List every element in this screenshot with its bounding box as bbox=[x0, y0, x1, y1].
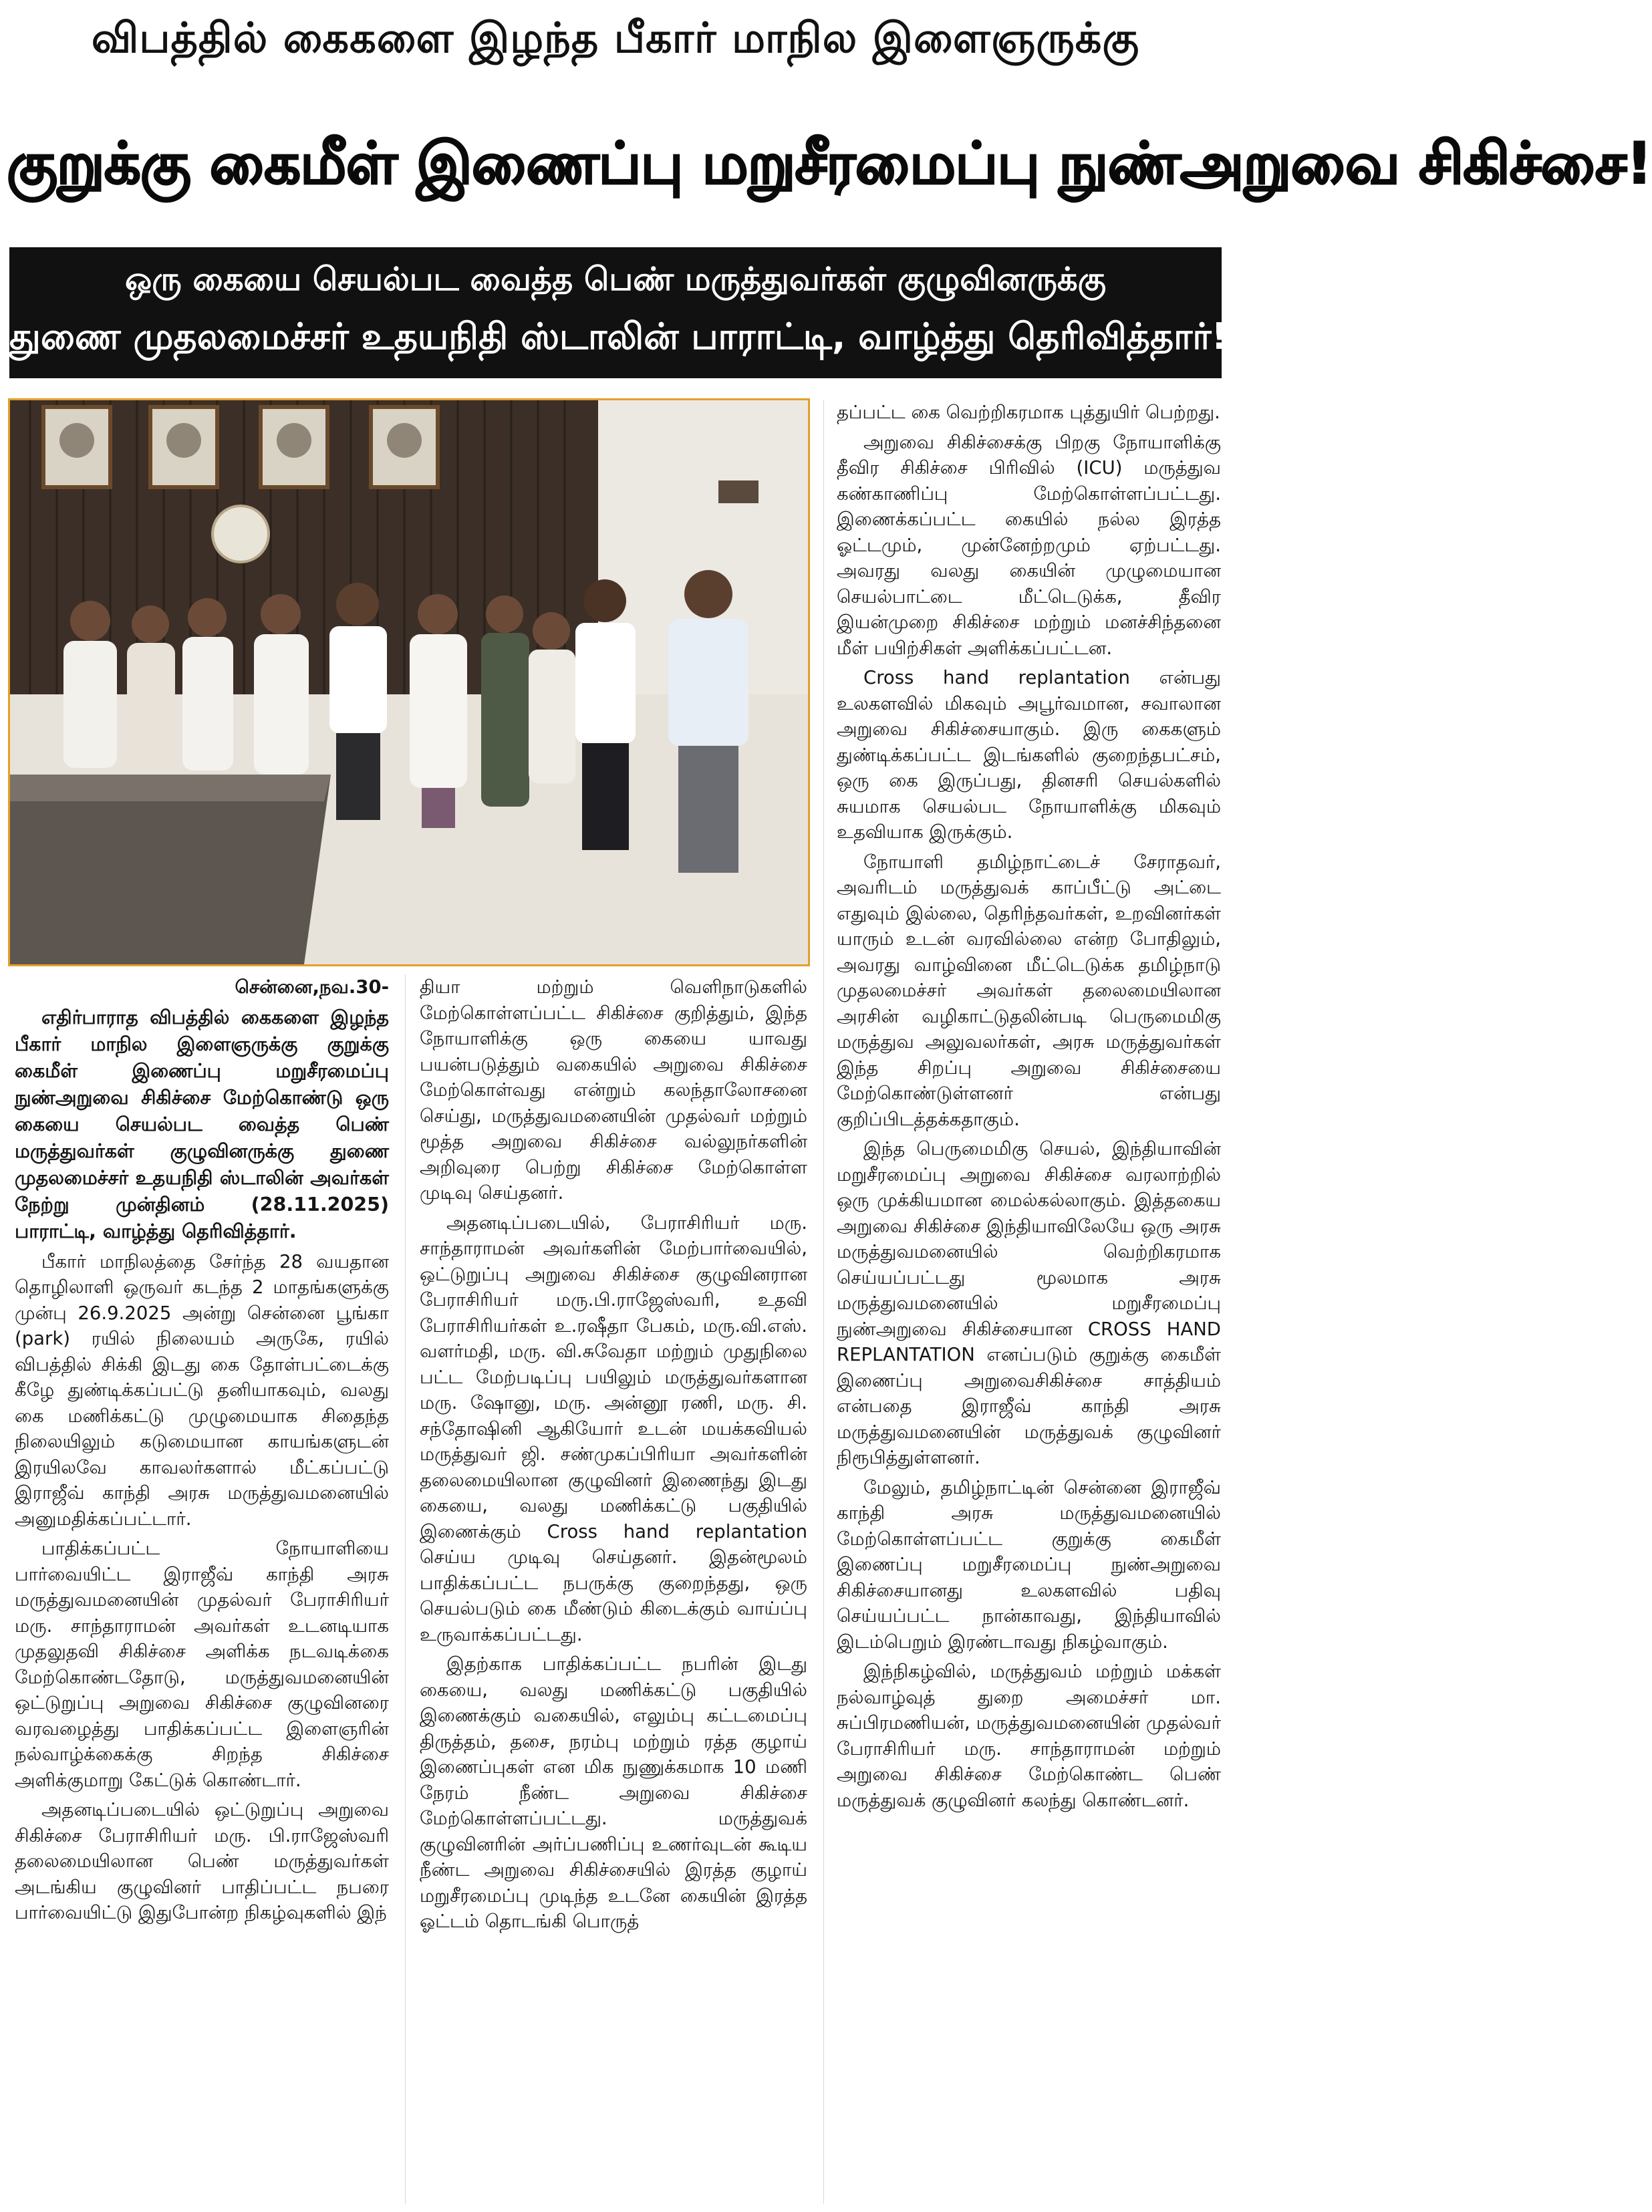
paragraph: அதனடிப்படையில் ஒட்டுறுப்பு அறுவை சிகிச்சை பேராசிரியர் மரு. பி.ராஜேஸ்வரி தலைமையிலான பெண் மருத்துவர்கள் அடங்கிய குழுவினர் பாதிப்பட்ட நபரை பார்வையிட்டு இதுபோன்ற நிகழ்வுகளில் இந் bbox=[15, 1799, 389, 1923]
dateline: சென்னை,நவ.30- bbox=[235, 976, 389, 998]
paragraph: பீகார் மாநிலத்தை சேர்ந்த 28 வயதான தொழிலாளி ஒருவர் கடந்த 2 மாதங்களுக்கு முன்பு 26.9.2025 அன்று சென்னை பூங்கா (park) ரயில் நிலையம் அருகே, ரயில் விபத்தில் சிக்கி இடது கை தோள்பட்டைக்கு கீழே துண்டிக்கப்பட்டு தனியாகவும், வலது கை மணிக்கட்டு முழுமையாக சிதைந்த நிலையிலும் கடுமையான காயங்களுடன் இரயிலவே காவலர்களால் மீட்கப்பட்டு இராஜீவ் காந்தி அரசு மருத்துவமனையில் அனுமதிக்கப்பட்டார். bbox=[15, 1250, 389, 1530]
group-photo-illustration bbox=[10, 400, 808, 964]
column-divider-1 bbox=[405, 974, 406, 2204]
article-column-3 bbox=[837, 400, 1221, 2204]
lead-paragraph: எதிர்பாராத விபத்தில் கைகளை இழந்த பீகார் மாநில இளைஞருக்கு குறுக்கு கைமீள் இணைப்பு மறுசீரமைப்பு நுண்அறுவை சிகிச்சை மேற்கொண்டு ஒரு கையை செயல்பட வைத்த பெண் மருத்துவர்கள் குழுவினருக்கு துணை முதலமைச்சர் உதயநிதி ஸ்டாலின் அவர்கள் நேற்று முன்தினம் (28.11.2025) பாராட்டி, வாழ்த்து தெரிவித்தார். bbox=[15, 1006, 389, 1242]
paragraph: இந்நிகழ்வில், மருத்துவம் மற்றும் மக்கள் நல்வாழ்வுத் துறை அமைச்சர் மா. சுப்பிரமணியன், மருத்துவமனையின் முதல்வர் பேராசிரியர் மரு. சாந்தாராமன் மற்றும் அறுவை சிகிச்சை மேற்கொண்ட பெண் மருத்துவக் குழுவினர் கலந்து கொண்டனர். bbox=[837, 1661, 1221, 1811]
kicker-headline: விபத்தில் கைகளை இழந்த பீகார் மாநில இளைஞருக்கு bbox=[91, 13, 1140, 62]
paragraph: இந்த பெருமைமிகு செயல், இந்தியாவின் மறுசீரமைப்பு அறுவை சிகிச்சை வரலாற்றில் ஒரு முக்கியமான மைல்கல்லாகும். இத்தகைய அறுவை சிகிச்சை இந்தியாவிலேயே ஒரு அரசு மருத்துவமனையில் வெற்றிகரமாக செய்யப்பட்டது மூலமாக அரசு மருத்துவமனையில் மறுசீரமைப்பு நுண்அறுவை சிகிச்சையான CROSS HAND REPLANTATION எனப்படும் குறுக்கு கைமீள் இணைப்பு அறுவைசிகிச்சை சாத்தியம் என்பதை இராஜீவ் காந்தி அரசு மருத்துவமனையின் மருத்துவக் குழுவினர் நிரூபித்துள்ளனர். bbox=[837, 1138, 1221, 1468]
paragraph: அறுவை சிகிச்சைக்கு பிறகு நோயாளிக்கு தீவிர சிகிச்சை பிரிவில் (ICU) மருத்துவ கண்காணிப்பு மேற்கொள்ளப்பட்டது. இணைக்கப்பட்ட கையில் நல்ல இரத்த ஓட்டமும், முன்னேற்றமும் ஏற்பட்டது. அவரது வலது கையின் முழுமையான செயல்பாட்டை மீட்டெடுக்க, தீவிர இயன்முறை சிகிச்சை மற்றும் மனச்சிந்தனை மீள் பயிற்சிகள் அளிக்கப்பட்டன. bbox=[837, 431, 1221, 659]
paragraph: தியா மற்றும் வெளிநாடுகளில் மேற்கொள்ளப்பட்ட சிகிச்சை குறித்தும், இந்த நோயாளிக்கு ஒரு கையை யாவது பயன்படுத்தும் வகையில் அறுவை சிகிச்சை மேற்கொள்வது என்றும் கலந்தாலோசனை செய்து, மருத்துவமனையின் முதல்வர் மற்றும் மூத்த அறுவை சிகிச்சை வல்லுநர்களின் அறிவுரை பெற்று சிகிச்சை மேற்கொள்ள முடிவு செய்தனர். bbox=[420, 976, 807, 1204]
paragraph: அதனடிப்படையில், பேராசிரியர் மரு. சாந்தாராமன் அவர்களின் மேற்பார்வையில், ஒட்டுறுப்பு அறுவை சிகிச்சை குழுவினரான பேராசிரியர் மரு.பி.ராஜேஸ்வரி, உதவி பேராசிரியர்கள் உ.ரஷீதா பேகம், மரு.வி.எஸ். வளர்மதி, மரு. வி.சுவேதா மற்றும் முதுநிலை பட்ட மேற்படிப்பு பயிலும் மருத்துவர்களான மரு. ஷோனு, மரு. அன்னூ ரணி, மரு. சி. சந்தோஷினி ஆகியோர் உடன் மயக்கவியல் மருத்துவர் ஜி. சண்முகப்பிரியா அவர்களின் தலைமையிலான குழுவினர் இணைந்து இடது கையை, வலது மணிக்கட்டு பகுதியில் இணைக்கும் Cross hand replantation செய்ய முடிவு செய்தனர். இதன்மூலம் பாதிக்கப்பட்ட நபருக்கு குறைந்தது, ஒரு செயல்படும் கை மீண்டும் கிடைக்கும் வாய்ப்பு உருவாக்கப்பட்டது. bbox=[420, 1212, 807, 1645]
paragraph: மேலும், தமிழ்நாட்டின் சென்னை இராஜீவ் காந்தி அரசு மருத்துவமனையில் மேற்கொள்ளப்பட்ட குறுக்கு கைமீள் இணைப்பு மறுசீரமைப்பு நுண்அறுவை சிகிச்சையானது உலகளவில் பதிவு செய்யப்பட்ட நான்காவது, இந்தியாவில் இடம்பெறும் இரண்டாவது நிகழ்வாகும். bbox=[837, 1476, 1221, 1653]
paragraph: பாதிக்கப்பட்ட நோயாளியை பார்வையிட்ட இராஜீவ் காந்தி அரசு மருத்துவமனையின் முதல்வர் பேராசிரியர் மரு. சாந்தாராமன் அவர்கள் உடனடியாக முதலுதவி சிகிச்சை அளிக்க நடவடிக்கை மேற்கொண்டதோடு, மருத்துவமனையின் ஒட்டுறுப்பு அறுவை சிகிச்சை குழுவினரை வரவழைத்து பாதிக்கப்பட்ட இளைஞரின் நல்வாழ்க்கைக்கு சிறந்த சிகிச்சை அளிக்குமாறு கேட்டுக் கொண்டார். bbox=[15, 1538, 389, 1791]
subheadline-banner bbox=[9, 247, 1228, 378]
main-headline: குறுக்கு கைமீள் இணைப்பு மறுசீரமைப்பு நுண்அறுவை சிகிச்சை! bbox=[7, 130, 1652, 197]
paragraph: Cross hand replantation என்பது உலகளவில் மிகவும் அபூர்வமான, சவாலான அறுவை சிகிச்சையாகும். இரு கைகளும் துண்டிக்கப்பட்ட இடங்களில் குறைந்தபட்சம், ஒரு கை இருப்பது, தினசரி செயல்களில் சுயமாக செயல்பட நோயாளிக்கு மிகவும் உதவியாக இருக்கும். bbox=[837, 667, 1221, 843]
article-column-2 bbox=[420, 974, 807, 2204]
banner-line-2: துணை முதலமைச்சர் உதயநிதி ஸ்டாலின் பாராட்டி, வாழ்த்து தெரிவித்தார்! bbox=[9, 315, 1228, 358]
paragraph: நோயாளி தமிழ்நாட்டைச் சேராதவர், அவரிடம் மருத்துவக் காப்பீட்டு அட்டை எதுவும் இல்லை, தெரிந்தவர்கள், உறவினர்கள் யாரும் உடன் வரவில்லை என்ற போதிலும், அவரது வாழ்வினை மீட்டெடுக்க தமிழ்நாடு முதலமைச்சர் அவர்கள் தலைமையிலான அரசின் வழிகாட்டுதலின்படி பெருமைமிகு மருத்துவ அலுவலர்கள், அரசு மருத்துவர்கள் இந்த சிறப்பு அறுவை சிகிச்சையை மேற்கொண்டுள்ளனர் என்பது குறிப்பிடத்தக்கதாகும். bbox=[837, 851, 1221, 1130]
paragraph: தப்பட்ட கை வெற்றிகரமாக புத்துயிர் பெற்றது. bbox=[837, 402, 1220, 423]
group-photo bbox=[8, 398, 810, 966]
banner-line-1: ஒரு கையை செயல்பட வைத்த பெண் மருத்துவர்கள் குழுவினருக்கு bbox=[125, 261, 1106, 298]
article-column-1 bbox=[15, 974, 389, 2204]
column-divider-2 bbox=[823, 400, 824, 2204]
paragraph: இதற்காக பாதிக்கப்பட்ட நபரின் இடது கையை, வலது மணிக்கட்டு பகுதியில் இணைக்கும் வகையில், எலும்பு கட்டமைப்பு திருத்தம், தசை, நரம்பு மற்றும் ரத்த குழாய் இணைப்புகள் என மிக நுணுக்கமாக 10 மணி நேரம் நீண்ட அறுவை சிகிச்சை மேற்கொள்ளப்பட்டது. மருத்துவக் குழுவினரின் அர்ப்பணிப்பு உணர்வுடன் கூடிய நீண்ட அறுவை சிகிச்சையில் இரத்த குழாய் மறுசீரமைப்பு முடிந்த உடனே கையின் இரத்த ஓட்டம் தொடங்கி பொருத் bbox=[420, 1653, 807, 1932]
